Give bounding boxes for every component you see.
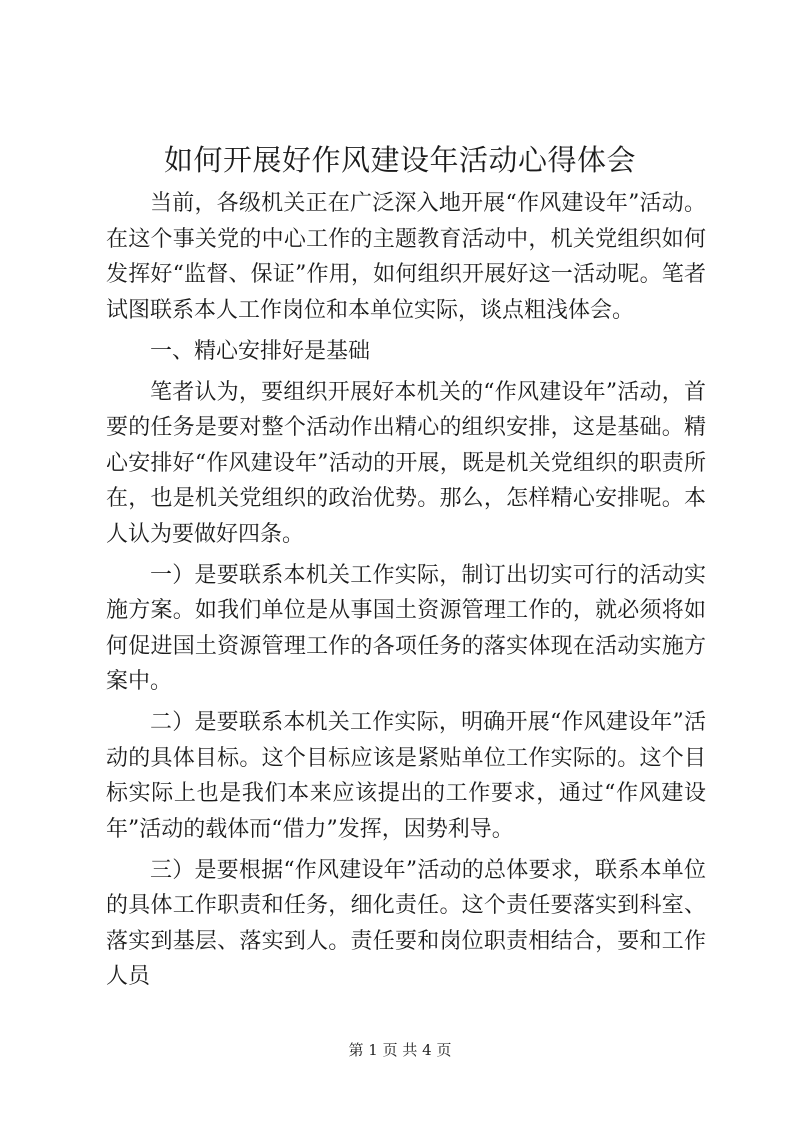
paragraph: 二）是要联系本机关工作实际，明确开展“作风建设年”活动的具体目标。这个目标应该是紧贴单位工作实际的。这个目标实际上也是我们本来应该提出的工作要求，通过“作风建设年”活动的载体而“借力”发挥，因势利导。 <box>106 710 706 842</box>
document-title: 如何开展好作风建设年活动心得体会 <box>163 143 636 177</box>
section-heading: 一、精心安排好是基础 <box>150 338 371 364</box>
paragraph: 笔者认为，要组织开展好本机关的“作风建设年”活动，首要的任务是要对整个活动作出精心的组织安排，这是基础。精心安排好“作风建设年”活动的开展，既是机关党组织的职责所在，也是机关党组织的政治优势。那么，怎样精心安排呢。本人认为要做好四条。 <box>106 379 706 547</box>
page-footer: 第 1 页 共 4 页 <box>348 1041 452 1059</box>
paragraph: 三）是要根据“作风建设年”活动的总体要求，联系本单位的具体工作职责和任务，细化责任。这个责任要落实到科室、落实到基层、落实到人。责任要和岗位职责相结合，要和工作人员 <box>106 857 706 989</box>
paragraph: 一）是要联系本机关工作实际，制订出切实可行的活动实施方案。如我们单位是从事国土资源管理工作的，就必须将如何促进国土资源管理工作的各项任务的落实体现在活动实施方案中。 <box>106 562 706 694</box>
document-body <box>106 186 706 1000</box>
paragraph: 当前，各级机关正在广泛深入地开展“作风建设年”活动。在这个事关党的中心工作的主题教育活动中，机关党组织如何发挥好“监督、保证”作用，如何组织开展好这一活动呢。笔者试图联系本人工作岗位和本单位实际，谈点粗浅体会。 <box>106 191 706 323</box>
